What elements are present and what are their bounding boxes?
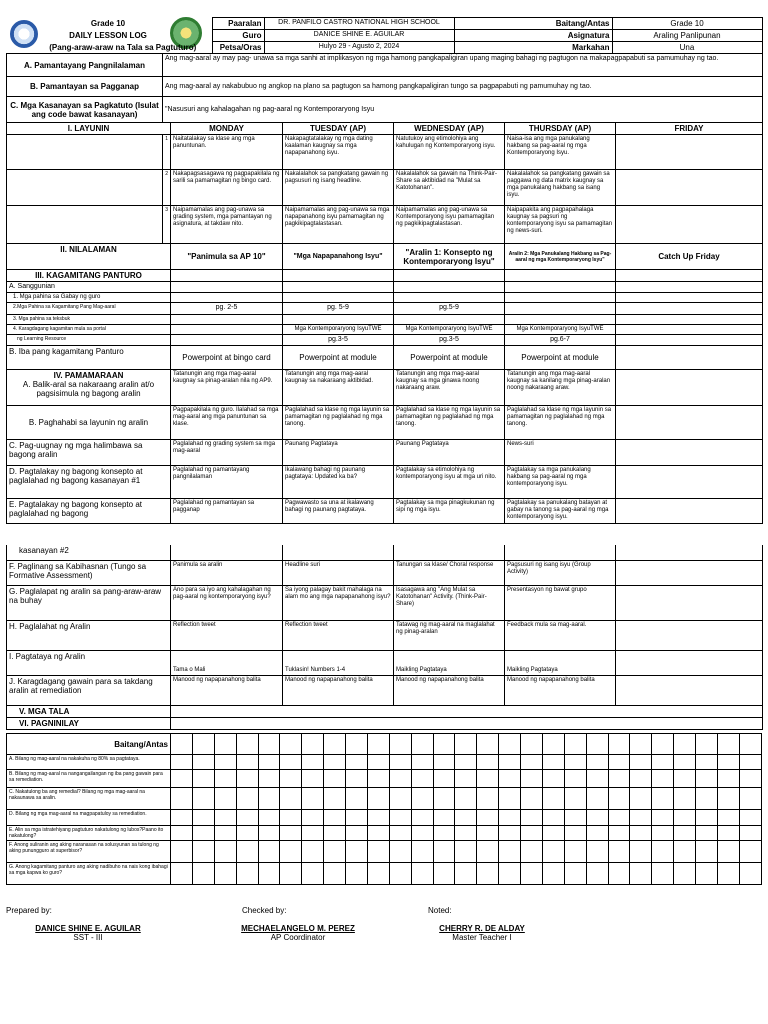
iba-pang-kagamitan-tuesday: Powerpoint at module xyxy=(283,346,394,370)
sanggunian-label: A. Sanggunian xyxy=(7,282,171,293)
iba-pang-kagamitan-wednesday: Powerpoint at module xyxy=(394,346,505,370)
paglalahat-thursday: Feedback mula sa mag-aaral. xyxy=(505,620,616,650)
tuesday-header: TUESDAY (AP) xyxy=(283,123,394,135)
school-label: Paaralan xyxy=(212,18,264,30)
objective-monday: Naipamamalas ang pag-unawa sa grading system, mga pamantayan ng asignatura, at takdaw nito. xyxy=(171,206,283,244)
gabay-guro-label: 1. Mga pahina sa Gabay ng guro xyxy=(7,293,171,303)
dates-value: Hulyo 29 - Agusto 2, 2024 xyxy=(264,42,454,54)
paglinang-thursday: Pagsusuri ng isang isyu (Group Activity) xyxy=(505,560,616,585)
reflection-item: C. Nakatulong ba ang remedial? Bilang ng mga mag-aaral na nakaunawa sa aralin. xyxy=(7,788,171,810)
pagtalakay-1-wednesday: Pagtalakay sa etimolohiya ng kontemporaryong isyu at mga uri nito. xyxy=(394,466,505,499)
pagtataya-wednesday: Maikling Pagtataya xyxy=(394,650,505,675)
objective-tuesday: Nakapagtatalakay ng mga dating kaalaman kaugnay sa mga napapanahong isyu. xyxy=(283,135,394,170)
kasanayan-2-label: kasanayan #2 xyxy=(7,545,171,560)
section-c-label: C. Mga Kasanayan sa Pagkatuto (Isulat ang code bawat kasanayan) xyxy=(7,97,163,123)
pag-uugnay-label: C. Pag-uugnay ng mga halimbawa sa bagong aralin xyxy=(7,440,171,466)
reflection-item: A. Bilang ng mag-aaral na nakakuha ng 80% sa pagtataya. xyxy=(7,755,171,770)
karagdagang-gawain-wednesday: Manood ng napapanahong balita xyxy=(394,675,505,705)
objective-thursday: Naipapakita ang pagpapahalaga kaugnay sa pagsuri ng kontemporaryong isyu sa pamamagitan ng news-suri. xyxy=(505,206,616,244)
paglalapat-tuesday: Sa iyong palagay bakit mahalaga na alam mo ang mga napapanahong isyu? xyxy=(283,585,394,620)
layunin-heading: I. LAYUNIN xyxy=(7,123,171,135)
quarter-label: Markahan xyxy=(454,42,612,54)
noted-title: Master Teacher I xyxy=(452,933,512,942)
objective-number: 3 xyxy=(163,206,171,244)
header-table xyxy=(6,17,763,54)
nilalaman-wednesday: "Aralin 1: Konsepto ng Kontemporaryong Isyu" xyxy=(394,244,505,270)
portal-wednesday: Mga Kontemporaryong IsyuTWE xyxy=(394,325,505,335)
pagtalakay-1-label: D. Pagtalakay ng bagong konsepto at paglalahad ng bagong kasanayan #1 xyxy=(7,466,171,499)
learning-resource-thursday: pg.6-7 xyxy=(505,335,616,346)
pamamaraan-label: IV. PAMAMARAAN xyxy=(53,371,124,380)
paghahabi-wednesday: Paglalahad sa klase ng mga layunin sa pamamagitan ng paglalahad ng mga tanong. xyxy=(394,406,505,440)
paghahabi-monday: Pagpapakilala ng guro. Ilalahad sa mga mag-aaral ang mga panuntunan sa klase. xyxy=(171,406,283,440)
pagtataya-thursday: Maikling Pagtataya xyxy=(505,650,616,675)
teksbuk-label: 3. Mga pahina sa teksbuk xyxy=(7,315,171,325)
pag-uugnay-thursday: News-suri xyxy=(505,440,616,466)
wednesday-header: WEDNESDAY (AP) xyxy=(394,123,505,135)
balik-aral-label: A. Balik-aral sa nakaraang aralin at/o pagsisimula ng bagong aralin xyxy=(22,380,155,398)
pagtalakay-2-thursday: Pagtalakay sa panukalang batayan at gabay na tanong sa pag-aaral ng mga kontemporaryong isyu. xyxy=(505,499,616,524)
pamamaraan-a xyxy=(7,370,171,406)
noted-name: CHERRY R. DE ALDAY xyxy=(439,924,525,933)
pagtalakay-1-tuesday: Ikalawang bahagi ng paunang pagtataya: Updated ka ba? xyxy=(283,466,394,499)
objective-monday: Naitatalakay sa klase ang mga panuntunan. xyxy=(171,135,283,170)
noted-label: Noted: xyxy=(428,906,452,915)
objective-tuesday: Nakalalahok sa pangkatang gawain ng pagsusuri ng isang headline. xyxy=(283,170,394,206)
teacher-value: DANICE SHINE E. AGUILAR xyxy=(264,30,454,42)
pagtataya-label: I. Pagtataya ng Aralin xyxy=(7,650,171,675)
reflection-item: B. Bilang ng mag-aaral na nangangailangan ng iba pang gawain para sa remediation. xyxy=(7,770,171,788)
reflection-item: F. Anong suliranin ang aking naranasan na solusyunan sa tulong ng aking punungguro at superbisor? xyxy=(7,841,171,863)
prepared-signature xyxy=(18,924,158,942)
pagtalakay-2-monday: Paglalahad ng pamantayan sa pagganap xyxy=(171,499,283,524)
karagdagang-gawain-label: J. Karagdagang gawain para sa takdang aralin at remediation xyxy=(7,675,171,705)
level-value: Grade 10 xyxy=(612,18,762,30)
paglalahat-wednesday: Tatawag ng mag-aaral na maglalahat ng pinag-aralan xyxy=(394,620,505,650)
objective-wednesday: Naipamamalas ang pag-unawa sa Kontemporaryong isyu pamamagitan ng pagkikipagtalastasan. xyxy=(394,206,505,244)
baitang-antas-label: Baitang/Antas xyxy=(7,734,171,755)
pag-uugnay-monday: Paglalahad ng grading system sa mga mag-aaral xyxy=(171,440,283,466)
monday-header: MONDAY xyxy=(171,123,283,135)
learning-resource-tuesday: pg.3-5 xyxy=(283,335,394,346)
paglinang-monday: Panimula sa aralin xyxy=(171,560,283,585)
paglalahat-label: H. Paglalahat ng Aralin xyxy=(7,620,171,650)
objective-wednesday: Nakalalahok sa gawain na Think-Pair-Share sa aktibidad na "Mulat sa Katotohanan". xyxy=(394,170,505,206)
objective-row xyxy=(7,135,763,170)
lesson-log-table-continued xyxy=(6,545,763,749)
paglalapat-label: G. Paglalapat ng aralin sa pang-araw-araw na buhay xyxy=(7,585,171,620)
karagdagang-gawain-thursday: Manood ng napapanahong balita xyxy=(505,675,616,705)
document-title: DAILY LESSON LOG xyxy=(69,30,147,40)
objective-wednesday: Natutukoy ang etimolohiya ang kahulugan ng Kontemporaryong isyu. xyxy=(394,135,505,170)
balik-aral-thursday: Tatanungin ang mga mag-aaral kaugnay sa kanilang mga pinag-aralan noong nakaraang araw. xyxy=(505,370,616,406)
objective-monday: Nakapagsasagawa ng pagpapakilala ng sarili sa pamamagitan ng bingo card. xyxy=(171,170,283,206)
section-a-text: Ang mag-aaral ay may pag- unawa sa mga sanhi at implikasyon ng mga hamong pangkapaligiran upang maging bahagi ng pagtugon na makapagpapabuti sa pamumuhay ng tao. xyxy=(163,54,763,77)
kagamitang-mag-aaral-wednesday: pg.5-9 xyxy=(394,303,505,315)
iba-pang-kagamitan-monday: Powerpoint at bingo card xyxy=(171,346,283,370)
pagtataya-tuesday: Tuklasin! Numbers 1-4 xyxy=(283,650,394,675)
paghahabi-thursday: Paglalahad sa klase ng mga layunin sa pamamagitan ng paglalahad ng mga tanong. xyxy=(505,406,616,440)
portal-tuesday: Mga Kontemporaryong IsyuTWE xyxy=(283,325,394,335)
kagamitan-label: III. KAGAMITANG PANTURO xyxy=(7,270,171,282)
pagtalakay-2-wednesday: Pagtalakay sa mga pinagkukunan ng sipi ng mga isyu. xyxy=(394,499,505,524)
checked-signature xyxy=(228,924,368,942)
objective-row xyxy=(7,170,763,206)
objective-row xyxy=(7,206,763,244)
checked-name: MECHAELANGELO M. PEREZ xyxy=(241,924,355,933)
pagtalakay-1-thursday: Pagtalakay sa mga panukalang hakbang sa pag-aaral ng mga kontemporaryong isyu. xyxy=(505,466,616,499)
paglalapat-thursday: Presentasyon ng bawat grupo xyxy=(505,585,616,620)
mga-tala-label: V. MGA TALA xyxy=(7,705,171,717)
paglalapat-wednesday: Isasagawa ang "Ang Mulat sa Katotohanan" Activity. (Think-Pair-Share) xyxy=(394,585,505,620)
iba-pang-kagamitan-thursday: Powerpoint at module xyxy=(505,346,616,370)
prepared-name: DANICE SHINE E. AGUILAR xyxy=(35,924,141,933)
reflection-grid xyxy=(6,733,762,885)
pag-uugnay-wednesday: Paunang Pagtataya xyxy=(394,440,505,466)
thursday-header: THURSDAY (AP) xyxy=(505,123,616,135)
pagtalakay-2-tuesday: Pagwawasto sa una at ikalawang bahagi ng paunang pagtataya. xyxy=(283,499,394,524)
balik-aral-wednesday: Tatanungin ang mga mag-aaral kaugnay sa mga ginawa noong nakaraang araw. xyxy=(394,370,505,406)
section-b-label: B. Pamantayan sa Pagganap xyxy=(7,77,163,97)
prepared-by-label: Prepared by: xyxy=(6,906,52,915)
checked-title: AP Coordinator xyxy=(270,933,326,942)
objective-thursday: Nakalalahok sa pangkatang gawain sa paggawa ng data matrix kaugnay sa mga panukalang hakbang sa isang isyu. xyxy=(505,170,616,206)
document-subtitle: (Pang-araw-araw na Tala sa Pagtuturo) xyxy=(49,42,197,52)
section-b-text: Ang mag-aaral ay nakabubuo ng angkop na plano sa pagtugon sa hamong pangkapaligiran tungo sa pagpapabuti ng pamumuhay ng tao. xyxy=(163,77,763,97)
iba-pang-kagamitan-label: B. Iba pang kagamitang Panturo xyxy=(7,346,171,370)
objective-number: 2 xyxy=(163,170,171,206)
objective-thursday: Naisa-isa ang mga panukalang hakbang sa pag-aaral ng mga Kontemporaryong Isyu. xyxy=(505,135,616,170)
dates-label: Petsa/Oras xyxy=(212,42,264,54)
paghahabi-tuesday: Paglalahad sa klase ng mga layunin sa pamamagitan ng paglalahad ng mga tanong. xyxy=(283,406,394,440)
school-value: DR. PANFILO CASTRO NATIONAL HIGH SCHOOL xyxy=(264,18,454,30)
section-a-label: A. Pamantayang Pangnilalaman xyxy=(7,54,163,77)
subject-label: Asignatura xyxy=(454,30,612,42)
objective-tuesday: Naipamamalas ang pag-unawa sa mga napapanahong isyu pamamagitan ng pagkikipagtalastasan. xyxy=(283,206,394,244)
pagtalakay-2-label: E. Pagtalakay ng bagong konsepto at paglalahad ng bagong xyxy=(7,499,171,524)
noted-signature xyxy=(412,924,552,942)
reflection-item: G. Anong kagamitang panturo ang aking nadibuho na nais kong ibahagi sa mga kapwa ko guro? xyxy=(7,863,171,885)
pagtataya-monday: Tama o Mali xyxy=(171,650,283,675)
objective-number: 1 xyxy=(163,135,171,170)
nilalaman-friday: Catch Up Friday xyxy=(616,244,763,270)
paglalapat-monday: Ano para sa iyo ang kahalagahan ng pag-aaral ng kontemporaryong isyu? xyxy=(171,585,283,620)
grade-heading: Grade 10 xyxy=(90,18,126,28)
paglinang-label: F. Paglinang sa Kabihasnan (Tungo sa Formative Assessment) xyxy=(7,560,171,585)
nilalaman-label: II. NILALAMAN xyxy=(7,244,171,270)
paglinang-tuesday: Headline suri xyxy=(283,560,394,585)
paglinang-wednesday: Tanungan sa klase/ Choral response xyxy=(394,560,505,585)
teacher-label: Guro xyxy=(212,30,264,42)
lesson-log-table xyxy=(6,53,763,524)
prepared-title: SST - III xyxy=(73,933,103,942)
nilalaman-monday: "Panimula sa AP 10" xyxy=(171,244,283,270)
reflection-item: D. Bilang ng mga mag-aaral na magpapatuloy sa remediation. xyxy=(7,810,171,826)
pagninilay-label: VI. PAGNINILAY xyxy=(7,717,171,729)
quarter-value: Una xyxy=(612,42,762,54)
karagdagang-gawain-monday: Manood ng napapanahong balita xyxy=(171,675,283,705)
learning-resource-label: ng Learning Resource xyxy=(7,335,171,346)
portal-thursday: Mga Kontemporaryong IsyuTWE xyxy=(505,325,616,335)
learning-resource-wednesday: pg.3-5 xyxy=(394,335,505,346)
pag-uugnay-tuesday: Paunang Pagtataya xyxy=(283,440,394,466)
nilalaman-tuesday: "Mga Napapanahong Isyu" xyxy=(283,244,394,270)
kagamitang-mag-aaral-monday: pg. 2-5 xyxy=(171,303,283,315)
paglalahat-monday: Reflection tweet xyxy=(171,620,283,650)
level-label: Baitang/Antas xyxy=(454,18,612,30)
pagtalakay-1-monday: Paglalahad ng pamantayang pangnilalaman xyxy=(171,466,283,499)
checked-by-label: Checked by: xyxy=(242,906,287,915)
section-c-text: "Nasusuri ang kahalagahan ng pag-aaral ng Kontemporaryong Isyu xyxy=(163,97,763,123)
subject-value: Araling Panlipunan xyxy=(612,30,762,42)
karagdagang-gawain-tuesday: Manood ng napapanahong balita xyxy=(283,675,394,705)
paglalahat-tuesday: Reflection tweet xyxy=(283,620,394,650)
kagamitang-mag-aaral-tuesday: pg. 5-9 xyxy=(283,303,394,315)
reflection-item: E. Alin sa mga istratehiyang pagtuturo nakatulong ng lubos?Paano ito nakatulong? xyxy=(7,826,171,841)
friday-header: FRIDAY xyxy=(616,123,763,135)
balik-aral-tuesday: Tatanungin ang mga mag-aaral kaugnay sa nakaraang aktibidad. xyxy=(283,370,394,406)
kagamitang-mag-aaral-label: 2.Mga Pahina sa Kagamitang Pang Mag-aaral xyxy=(7,303,171,315)
paghahabi-label: B. Paghahabi sa layunin ng aralin xyxy=(7,406,171,440)
balik-aral-monday: Tatanungin ang mga mag-aaral kaugnay sa pinag-aralan nila ng AP9. xyxy=(171,370,283,406)
nilalaman-thursday: Aralin 2: Mga Panukalang Hakbang sa Pag-aaral ng mga Kontemporaryong Isyu" xyxy=(505,244,616,270)
portal-label: 4. Karagdagang kagamitan mula sa portal xyxy=(7,325,171,335)
